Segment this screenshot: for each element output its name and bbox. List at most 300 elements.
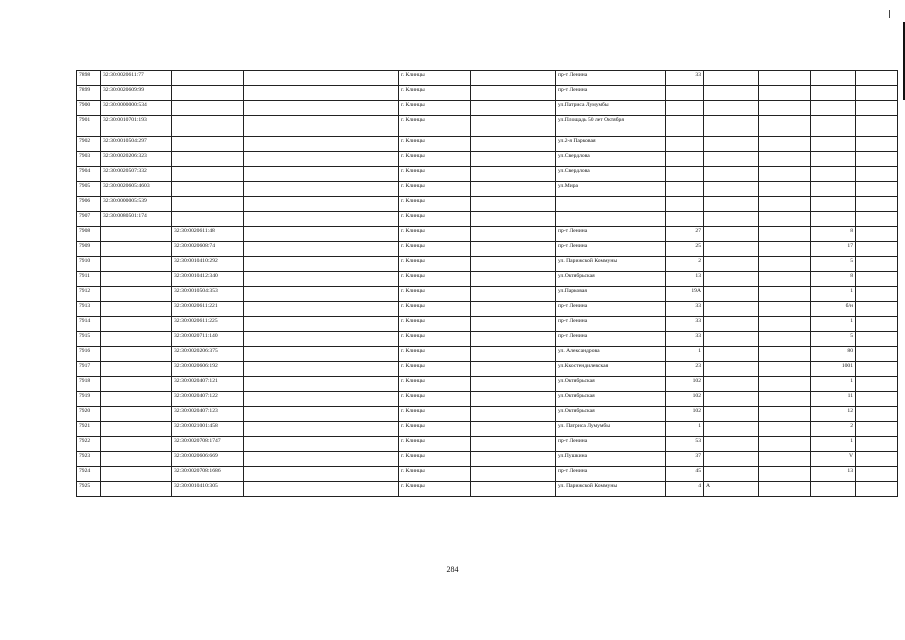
flat-number-cell: 1001 xyxy=(811,362,856,377)
row-number-cell: 7921 xyxy=(77,422,101,437)
city-cell: г. Клинцы xyxy=(399,116,471,137)
empty-cell xyxy=(471,377,556,392)
house-number-cell: 102 xyxy=(666,377,704,392)
row-number-cell: 7917 xyxy=(77,362,101,377)
building-cell xyxy=(704,257,759,272)
city-cell: г. Клинцы xyxy=(399,197,471,212)
street-cell: ул.Октябрьская xyxy=(556,272,666,287)
cadastral-number-alt-cell xyxy=(172,197,244,212)
table-row xyxy=(77,137,898,152)
register-table xyxy=(76,70,898,497)
flat-number-cell: 1 xyxy=(811,377,856,392)
building-cell xyxy=(704,137,759,152)
empty-cell xyxy=(856,482,898,497)
row-number-cell: 7915 xyxy=(77,332,101,347)
street-cell: ул.Свердлова xyxy=(556,152,666,167)
empty-cell xyxy=(759,182,811,197)
empty-cell xyxy=(471,392,556,407)
house-number-cell: 4 xyxy=(666,482,704,497)
table-row xyxy=(77,332,898,347)
city-cell: г. Клинцы xyxy=(399,437,471,452)
row-number-cell: 7906 xyxy=(77,197,101,212)
cadastral-number-alt-cell: 32:30:0010412:340 xyxy=(172,272,244,287)
house-number-cell xyxy=(666,212,704,227)
street-cell: ул.Октябрьская xyxy=(556,377,666,392)
cadastral-number-cell xyxy=(101,272,172,287)
cadastral-number-alt-cell: 32:30:0020407:121 xyxy=(172,377,244,392)
empty-cell xyxy=(759,347,811,362)
building-cell xyxy=(704,467,759,482)
empty-cell xyxy=(244,152,399,167)
house-number-cell xyxy=(666,152,704,167)
cadastral-number-cell: 32:30:0000005:539 xyxy=(101,197,172,212)
street-cell xyxy=(556,212,666,227)
cadastral-number-cell xyxy=(101,377,172,392)
cadastral-number-cell xyxy=(101,362,172,377)
building-cell xyxy=(704,392,759,407)
cadastral-number-cell: 32:30:0080501:174 xyxy=(101,212,172,227)
empty-cell xyxy=(471,407,556,422)
empty-cell xyxy=(759,101,811,116)
empty-cell xyxy=(244,272,399,287)
empty-cell xyxy=(856,71,898,86)
building-cell xyxy=(704,377,759,392)
flat-number-cell xyxy=(811,86,856,101)
cadastral-number-alt-cell: 32:30:0020206:375 xyxy=(172,347,244,362)
cadastral-number-alt-cell: 32:30:0010410:292 xyxy=(172,257,244,272)
row-number-cell: 7901 xyxy=(77,116,101,137)
empty-cell xyxy=(471,467,556,482)
row-number-cell: 7900 xyxy=(77,101,101,116)
house-number-cell xyxy=(666,137,704,152)
street-cell: пр-т Ленина xyxy=(556,467,666,482)
cadastral-number-cell xyxy=(101,347,172,362)
flat-number-cell xyxy=(811,137,856,152)
street-cell: ул.Площадь 50 лет Октября xyxy=(556,116,666,137)
empty-cell xyxy=(856,302,898,317)
empty-cell xyxy=(759,212,811,227)
building-cell xyxy=(704,182,759,197)
table-row xyxy=(77,452,898,467)
empty-cell xyxy=(856,467,898,482)
street-cell: ул. Парижской Коммуны xyxy=(556,257,666,272)
building-cell xyxy=(704,272,759,287)
house-number-cell: 102 xyxy=(666,407,704,422)
empty-cell xyxy=(471,242,556,257)
house-number-cell: 37 xyxy=(666,452,704,467)
cadastral-number-alt-cell: 32:30:0020608:74 xyxy=(172,242,244,257)
building-cell xyxy=(704,332,759,347)
building-cell xyxy=(704,422,759,437)
house-number-cell xyxy=(666,167,704,182)
cadastral-number-alt-cell: 32:30:0020606:192 xyxy=(172,362,244,377)
register-table-body xyxy=(77,71,898,497)
row-number-cell: 7923 xyxy=(77,452,101,467)
table-row xyxy=(77,302,898,317)
house-number-cell: 1 xyxy=(666,347,704,362)
building-cell xyxy=(704,242,759,257)
city-cell: г. Клинцы xyxy=(399,317,471,332)
city-cell: г. Клинцы xyxy=(399,137,471,152)
cadastral-number-alt-cell xyxy=(172,71,244,86)
table-row xyxy=(77,422,898,437)
street-cell: ул.Октябрьская xyxy=(556,392,666,407)
row-number-cell: 7909 xyxy=(77,242,101,257)
empty-cell xyxy=(471,197,556,212)
table-row xyxy=(77,437,898,452)
cadastral-number-alt-cell xyxy=(172,152,244,167)
empty-cell xyxy=(856,137,898,152)
flat-number-cell: 2 xyxy=(811,422,856,437)
city-cell: г. Клинцы xyxy=(399,272,471,287)
flat-number-cell xyxy=(811,152,856,167)
empty-cell xyxy=(759,137,811,152)
row-number-cell: 7914 xyxy=(77,317,101,332)
cadastral-number-cell xyxy=(101,392,172,407)
empty-cell xyxy=(471,287,556,302)
flat-number-cell: 1 xyxy=(811,437,856,452)
empty-cell xyxy=(244,137,399,152)
cadastral-number-cell: 32:30:0020611:77 xyxy=(101,71,172,86)
empty-cell xyxy=(244,317,399,332)
row-number-cell: 7904 xyxy=(77,167,101,182)
city-cell: г. Клинцы xyxy=(399,302,471,317)
house-number-cell: 33 xyxy=(666,317,704,332)
empty-cell xyxy=(244,422,399,437)
flat-number-cell: 8 xyxy=(811,272,856,287)
city-cell: г. Клинцы xyxy=(399,287,471,302)
row-number-cell: 7905 xyxy=(77,182,101,197)
building-cell xyxy=(704,437,759,452)
cadastral-number-alt-cell xyxy=(172,86,244,101)
cadastral-number-cell xyxy=(101,287,172,302)
cadastral-number-alt-cell: 32:30:0020611:221 xyxy=(172,302,244,317)
empty-cell xyxy=(471,257,556,272)
flat-number-cell xyxy=(811,71,856,86)
street-cell: ул.Свердлова xyxy=(556,167,666,182)
empty-cell xyxy=(759,467,811,482)
cadastral-number-alt-cell: 32:30:0010504:353 xyxy=(172,287,244,302)
building-cell xyxy=(704,212,759,227)
building-cell xyxy=(704,317,759,332)
street-cell: ул.Ккостендилевская xyxy=(556,362,666,377)
cadastral-number-alt-cell: 32:30:0020708:1686 xyxy=(172,467,244,482)
flat-number-cell: 5 xyxy=(811,332,856,347)
cadastral-number-alt-cell: 32:30:0020708:1747 xyxy=(172,437,244,452)
empty-cell xyxy=(471,152,556,167)
empty-cell xyxy=(759,167,811,182)
row-number-cell: 7911 xyxy=(77,272,101,287)
house-number-cell: 19А xyxy=(666,287,704,302)
house-number-cell xyxy=(666,101,704,116)
cadastral-number-alt-cell xyxy=(172,116,244,137)
empty-cell xyxy=(856,332,898,347)
empty-cell xyxy=(244,167,399,182)
empty-cell xyxy=(471,227,556,242)
street-cell: пр-т Ленина xyxy=(556,71,666,86)
empty-cell xyxy=(759,152,811,167)
table-row xyxy=(77,212,898,227)
empty-cell xyxy=(471,302,556,317)
row-number-cell: 7903 xyxy=(77,152,101,167)
empty-cell xyxy=(759,332,811,347)
row-number-cell: 7913 xyxy=(77,302,101,317)
city-cell: г. Клинцы xyxy=(399,257,471,272)
empty-cell xyxy=(244,71,399,86)
table-row xyxy=(77,407,898,422)
building-cell xyxy=(704,197,759,212)
empty-cell xyxy=(759,302,811,317)
empty-cell xyxy=(759,272,811,287)
empty-cell xyxy=(244,302,399,317)
city-cell: г. Клинцы xyxy=(399,101,471,116)
flat-number-cell: 1 xyxy=(811,287,856,302)
table-row xyxy=(77,86,898,101)
city-cell: г. Клинцы xyxy=(399,407,471,422)
row-number-cell: 7922 xyxy=(77,437,101,452)
cadastral-number-cell: 32:30:0000000:534 xyxy=(101,101,172,116)
table-row xyxy=(77,347,898,362)
table-row xyxy=(77,197,898,212)
empty-cell xyxy=(471,437,556,452)
building-cell xyxy=(704,452,759,467)
building-cell xyxy=(704,152,759,167)
house-number-cell: 33 xyxy=(666,332,704,347)
table-row xyxy=(77,392,898,407)
empty-cell xyxy=(471,212,556,227)
city-cell: г. Клинцы xyxy=(399,482,471,497)
street-cell: ул. Александрова xyxy=(556,347,666,362)
house-number-cell: 23 xyxy=(666,362,704,377)
empty-cell xyxy=(759,242,811,257)
table-row xyxy=(77,227,898,242)
street-cell: ул.Октябрьская xyxy=(556,407,666,422)
street-cell: ул.Пушкина xyxy=(556,452,666,467)
cadastral-number-cell xyxy=(101,482,172,497)
city-cell: г. Клинцы xyxy=(399,242,471,257)
building-cell xyxy=(704,347,759,362)
building-cell xyxy=(704,86,759,101)
cadastral-number-cell xyxy=(101,302,172,317)
cadastral-number-cell xyxy=(101,407,172,422)
cadastral-number-cell xyxy=(101,317,172,332)
empty-cell xyxy=(856,452,898,467)
building-cell xyxy=(704,167,759,182)
city-cell: г. Клинцы xyxy=(399,392,471,407)
page-number: 284 xyxy=(446,565,459,574)
cadastral-number-alt-cell: 32:30:0020407:122 xyxy=(172,392,244,407)
empty-cell xyxy=(471,482,556,497)
empty-cell xyxy=(759,197,811,212)
house-number-cell: 2 xyxy=(666,257,704,272)
empty-cell xyxy=(759,392,811,407)
empty-cell xyxy=(244,116,399,137)
house-number-cell: 33 xyxy=(666,71,704,86)
empty-cell xyxy=(471,137,556,152)
flat-number-cell xyxy=(811,167,856,182)
table-row xyxy=(77,116,898,137)
street-cell: ул.Патриса Лумумбы xyxy=(556,101,666,116)
cadastral-number-cell: 32:30:0020507:332 xyxy=(101,167,172,182)
house-number-cell xyxy=(666,86,704,101)
flat-number-cell: 13 xyxy=(811,467,856,482)
empty-cell xyxy=(244,452,399,467)
empty-cell xyxy=(759,482,811,497)
street-cell: ул.2-я Парковая xyxy=(556,137,666,152)
cadastral-number-cell xyxy=(101,422,172,437)
empty-cell xyxy=(856,422,898,437)
flat-number-cell: 17 xyxy=(811,242,856,257)
flat-number-cell: 5 xyxy=(811,257,856,272)
cadastral-number-cell xyxy=(101,452,172,467)
empty-cell xyxy=(244,392,399,407)
flat-number-cell xyxy=(811,101,856,116)
flat-number-cell: б/н xyxy=(811,302,856,317)
row-number-cell: 7916 xyxy=(77,347,101,362)
empty-cell xyxy=(244,212,399,227)
table-row xyxy=(77,242,898,257)
row-number-cell: 7919 xyxy=(77,392,101,407)
table-row xyxy=(77,482,898,497)
flat-number-cell xyxy=(811,212,856,227)
house-number-cell: 27 xyxy=(666,227,704,242)
street-cell: пр-т Ленина xyxy=(556,242,666,257)
flat-number-cell xyxy=(811,116,856,137)
city-cell: г. Клинцы xyxy=(399,452,471,467)
city-cell: г. Клинцы xyxy=(399,332,471,347)
empty-cell xyxy=(856,101,898,116)
table-row xyxy=(77,257,898,272)
empty-cell xyxy=(759,71,811,86)
street-cell: пр-т Ленина xyxy=(556,317,666,332)
empty-cell xyxy=(471,167,556,182)
table-row xyxy=(77,182,898,197)
city-cell: г. Клинцы xyxy=(399,182,471,197)
empty-cell xyxy=(471,452,556,467)
empty-cell xyxy=(856,86,898,101)
empty-cell xyxy=(759,287,811,302)
empty-cell xyxy=(856,347,898,362)
table-row xyxy=(77,362,898,377)
street-cell: пр-т Ленина xyxy=(556,302,666,317)
street-cell: ул.Парковая xyxy=(556,287,666,302)
cadastral-number-cell: 32:30:0020605:4603 xyxy=(101,182,172,197)
building-cell xyxy=(704,227,759,242)
city-cell: г. Клинцы xyxy=(399,86,471,101)
empty-cell xyxy=(856,116,898,137)
empty-cell xyxy=(856,392,898,407)
empty-cell xyxy=(471,422,556,437)
flat-number-cell: 80 xyxy=(811,347,856,362)
flat-number-cell xyxy=(811,197,856,212)
house-number-cell: 1 xyxy=(666,422,704,437)
table-row xyxy=(77,287,898,302)
house-number-cell: 13 xyxy=(666,272,704,287)
empty-cell xyxy=(244,86,399,101)
empty-cell xyxy=(759,86,811,101)
cadastral-number-alt-cell: 32:30:0020611:225 xyxy=(172,317,244,332)
empty-cell xyxy=(244,467,399,482)
table-row xyxy=(77,272,898,287)
row-number-cell: 7898 xyxy=(77,71,101,86)
empty-cell xyxy=(856,167,898,182)
empty-cell xyxy=(856,212,898,227)
city-cell: г. Клинцы xyxy=(399,167,471,182)
building-cell xyxy=(704,71,759,86)
row-number-cell: 7908 xyxy=(77,227,101,242)
cadastral-number-alt-cell: 32:30:0020711:140 xyxy=(172,332,244,347)
flat-number-cell xyxy=(811,182,856,197)
street-cell: пр-т Ленина xyxy=(556,332,666,347)
city-cell: г. Клинцы xyxy=(399,467,471,482)
street-cell: ул. Парижской Коммуны xyxy=(556,482,666,497)
cadastral-number-alt-cell: 32:30:0020611:48 xyxy=(172,227,244,242)
empty-cell xyxy=(856,242,898,257)
table-row xyxy=(77,317,898,332)
empty-cell xyxy=(856,407,898,422)
cadastral-number-alt-cell xyxy=(172,212,244,227)
table-row xyxy=(77,152,898,167)
empty-cell xyxy=(244,362,399,377)
row-number-cell: 7910 xyxy=(77,257,101,272)
empty-cell xyxy=(856,287,898,302)
row-number-cell: 7920 xyxy=(77,407,101,422)
street-cell: ул.Мира xyxy=(556,182,666,197)
empty-cell xyxy=(471,347,556,362)
table-row xyxy=(77,377,898,392)
empty-cell xyxy=(759,452,811,467)
flat-number-cell: 8 xyxy=(811,227,856,242)
empty-cell xyxy=(471,86,556,101)
cadastral-number-cell xyxy=(101,227,172,242)
table-row xyxy=(77,101,898,116)
empty-cell xyxy=(244,197,399,212)
flat-number-cell: 12 xyxy=(811,407,856,422)
empty-cell xyxy=(244,287,399,302)
empty-cell xyxy=(244,182,399,197)
empty-cell xyxy=(856,377,898,392)
cadastral-number-cell: 32:30:0010701:193 xyxy=(101,116,172,137)
empty-cell xyxy=(471,182,556,197)
empty-cell xyxy=(244,407,399,422)
building-cell xyxy=(704,101,759,116)
empty-cell xyxy=(759,437,811,452)
empty-cell xyxy=(244,347,399,362)
empty-cell xyxy=(856,182,898,197)
house-number-cell xyxy=(666,197,704,212)
cadastral-number-alt-cell: 32:30:0020606:669 xyxy=(172,452,244,467)
cadastral-number-alt-cell: 32:30:0010410:305 xyxy=(172,482,244,497)
house-number-cell: 53 xyxy=(666,437,704,452)
city-cell: г. Клинцы xyxy=(399,212,471,227)
empty-cell xyxy=(856,362,898,377)
building-cell: А xyxy=(704,482,759,497)
street-cell: пр-т Ленина xyxy=(556,227,666,242)
empty-cell xyxy=(759,317,811,332)
empty-cell xyxy=(759,362,811,377)
street-cell xyxy=(556,197,666,212)
city-cell: г. Клинцы xyxy=(399,377,471,392)
empty-cell xyxy=(759,116,811,137)
building-cell xyxy=(704,407,759,422)
edge-tick-mark xyxy=(889,10,890,18)
house-number-cell: 102 xyxy=(666,392,704,407)
city-cell: г. Клинцы xyxy=(399,152,471,167)
row-number-cell: 7924 xyxy=(77,467,101,482)
house-number-cell: 45 xyxy=(666,467,704,482)
empty-cell xyxy=(856,317,898,332)
street-cell: ул. Патриса Лумумбы xyxy=(556,422,666,437)
